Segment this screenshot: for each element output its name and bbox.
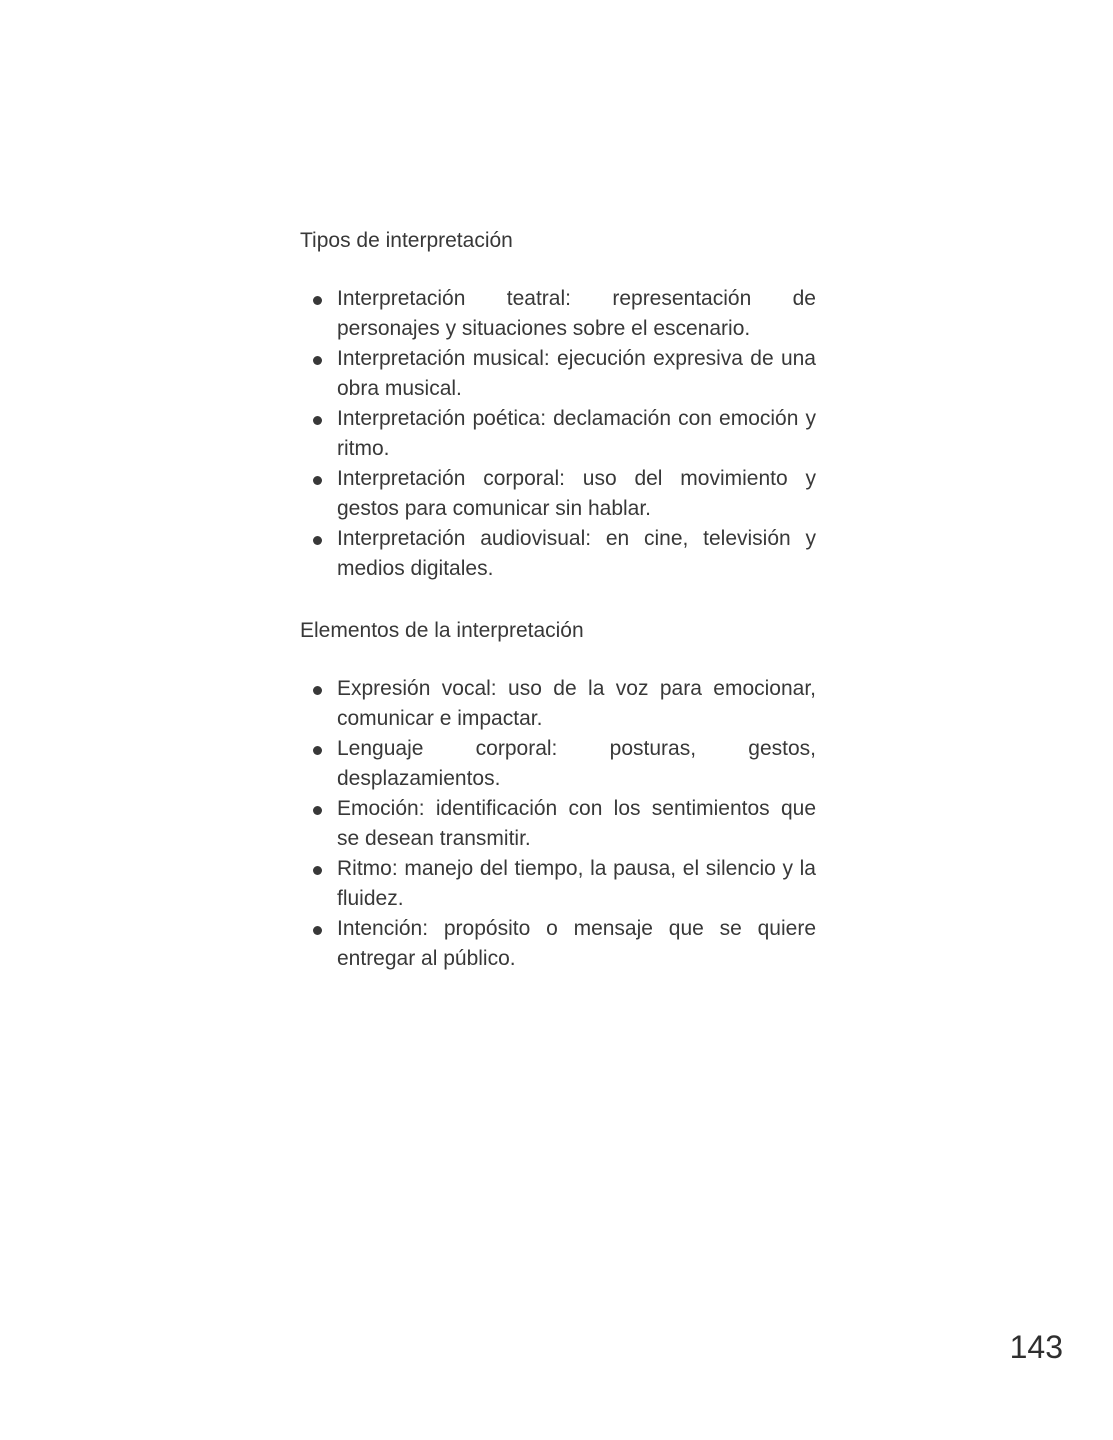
list-item bbox=[300, 734, 816, 794]
list-item bbox=[300, 854, 816, 914]
bullet-list-tipos bbox=[300, 284, 816, 584]
list-item-text: Expresión vocal: uso de la voz para emocionar, comunicar e impactar. bbox=[337, 677, 816, 730]
list-item-text: Lenguaje corporal: posturas, gestos, desplazamientos. bbox=[337, 737, 816, 790]
list-item bbox=[300, 464, 816, 524]
bullet-list-elementos bbox=[300, 674, 816, 974]
list-item-text: Ritmo: manejo del tiempo, la pausa, el silencio y la fluidez. bbox=[337, 857, 816, 910]
list-item bbox=[300, 794, 816, 854]
section-heading-tipos: Tipos de interpretación bbox=[300, 229, 513, 252]
bullet-icon bbox=[313, 866, 322, 875]
bullet-icon bbox=[313, 476, 322, 485]
bullet-icon bbox=[313, 686, 322, 695]
list-item-text: Intención: propósito o mensaje que se quiere entregar al público. bbox=[337, 917, 816, 970]
bullet-icon bbox=[313, 356, 322, 365]
bullet-icon bbox=[313, 536, 322, 545]
section-tipos bbox=[300, 226, 816, 584]
bullet-icon bbox=[313, 806, 322, 815]
list-item-text: Interpretación teatral: representación de personajes y situaciones sobre el escenario. bbox=[337, 287, 816, 340]
list-item bbox=[300, 914, 816, 974]
list-item-text: Interpretación musical: ejecución expresiva de una obra musical. bbox=[337, 347, 816, 400]
list-item bbox=[300, 404, 816, 464]
bullet-icon bbox=[313, 296, 322, 305]
page-number: 143 bbox=[1009, 1329, 1063, 1365]
list-item bbox=[300, 674, 816, 734]
list-item bbox=[300, 284, 816, 344]
bullet-icon bbox=[313, 926, 322, 935]
bullet-icon bbox=[313, 416, 322, 425]
list-item-text: Interpretación corporal: uso del movimiento y gestos para comunicar sin hablar. bbox=[337, 467, 816, 520]
section-elementos bbox=[300, 616, 816, 974]
list-item-text: Interpretación audiovisual: en cine, televisión y medios digitales. bbox=[337, 527, 816, 580]
list-item-text: Emoción: identificación con los sentimientos que se desean transmitir. bbox=[337, 797, 816, 850]
section-heading-elementos: Elementos de la interpretación bbox=[300, 619, 584, 642]
list-item bbox=[300, 344, 816, 404]
bullet-icon bbox=[313, 746, 322, 755]
list-item bbox=[300, 524, 816, 584]
list-item-text: Interpretación poética: declamación con emoción y ritmo. bbox=[337, 407, 816, 460]
